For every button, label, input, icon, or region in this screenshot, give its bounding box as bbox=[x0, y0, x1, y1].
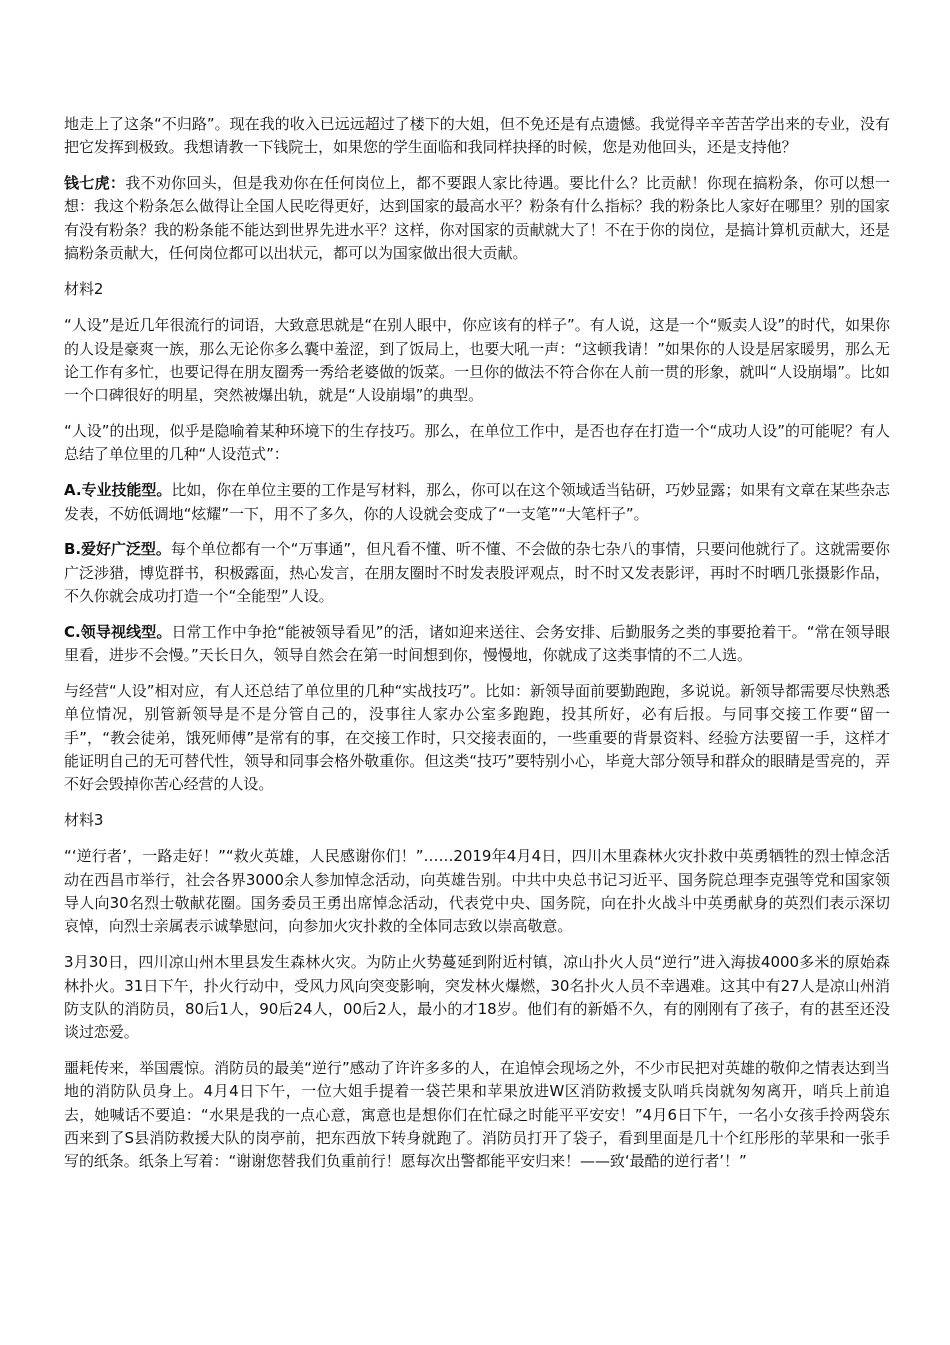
persona-type-a-title: A.专业技能型。 bbox=[64, 481, 172, 500]
question-paragraph: 地走上了这条“不归路”。现在我的收入已远远超过了楼下的大姐，但不免还是有点遗憾。我觉得辛辛苦苦学出来的专业，没有把它发挥到极致。我想请教一下钱院士，如果您的学生面临和我同样抉择的时候，您是劝他回头，还是支持他？ bbox=[64, 115, 890, 157]
material-2-label: 材料2 bbox=[64, 279, 104, 298]
persona-type-c bbox=[64, 621, 890, 668]
answer-text: 我不劝你回头，但是我劝你在任何岗位上，都不要跟人家比待遇。要比什么？比贡献！你现在搞粉条，你可以想一想：我这个粉条怎么做得让全国人民吃得更好，达到国家的最高水平？粉条有什么指标？我的粉条比人家好在哪里？别的国家有没有粉条？我的粉条能不能达到世界先进水平？这样，你对国家的贡献就大了！不在于你的岗位，是搞计算机贡献大，还是搞粉条贡献大，任何岗位都可以出状元，都可以为国家做出很大贡献。 bbox=[64, 174, 890, 263]
answer-paragraph bbox=[64, 172, 890, 265]
persona-type-c-title: C.领导视线型。 bbox=[64, 622, 172, 641]
material-2-paragraph-2: “人设”的出现，似乎是隐喻着某种环境下的生存技巧。那么，在单位工作中，是否也存在打造一个“成功人设”的可能呢？有人总结了单位里的几种“人设范式”： bbox=[64, 422, 890, 464]
persona-type-a-text: 比如，你在单位主要的工作是写材料，那么，你可以在这个领域适当钻研，巧妙显露；如果有文章在某些杂志发表，不妨低调地“炫耀”一下，用不了多久，你的人设就会变成了“一支笔”“大笔杆子”。 bbox=[64, 481, 890, 523]
persona-type-c-text: 日常工作中争抢“能被领导看见”的活，诸如迎来送往、会务安排、后勤服务之类的事要抢着干。“常在领导眼里看，进步不会慢。”天长日久，领导自然会在第一时间想到你，慢慢地，你就成了这类事情的不二人选。 bbox=[64, 622, 890, 665]
persona-type-b bbox=[64, 538, 890, 608]
material-3-paragraph-3: 噩耗传来，举国震惊。消防员的最美“逆行”感动了许许多多的人，在追悼会现场之外，不少市民把对英雄的敬仰之情表达到当地的消防队员身上。4月4日下午，一位大姐手提着一袋芒果和苹果放进W区消防救援支队哨兵岗就匆匆离开，哨兵上前追去，她喊话不要追：“水果是我的一点心意，寓意也是想你们在忙碌之时能平平安安！”4月6日下午，一名小女孩手拎两袋东西来到了S县消防救援大队的岗亭前，把东西放下转身就跑了。消防员打开了袋子，看到里面是几十个红彤彤的苹果和一张手写的纸条。纸条上写着：“谢谢您替我们负重前行！愿每次出警都能平安归来！——致‘最酷的逆行者’！” bbox=[64, 1059, 890, 1171]
material-3-label: 材料3 bbox=[64, 811, 104, 830]
speaker-name: 钱七虎： bbox=[64, 174, 126, 193]
material-3-paragraph-2: 3月30日，四川凉山州木里县发生森林火灾。为防止火势蔓延到附近村镇，凉山扑火人员“逆行”进入海拔4000多米的原始森林扑火。31日下午，扑火行动中，受风力风向突变影响，突发林火爆燃，30名扑火人员不幸遇难。这其中有27人是凉山州消防支队的消防员，80后1人，90后24人，00后2人，最小的才18岁。他们有的新婚不久，有的刚刚有了孩子，有的甚至还没谈过恋爱。 bbox=[64, 953, 890, 1042]
document-page bbox=[64, 113, 890, 1186]
material-2-paragraph-3: 与经营“人设”相对应，有人还总结了单位里的几种“实战技巧”。比如：新领导面前要勤跑跑，多说说。新领导都需要尽快熟悉单位情况，别管新领导是不是分管自己的，没事往人家办公室多跑跑，投其所好，必有后报。与同事交接工作要“留一手”，“教会徒弟，饿死师傅”是常有的事，在交接工作时，只交接表面的，一些重要的背景资料、经验方法要留一手，这样才能证明自己的无可替代性，领导和同事会格外敬重你。但这类“技巧”要特别小心，毕竟大部分领导和群众的眼睛是雪亮的，弄不好会毁掉你苦心经营的人设。 bbox=[64, 682, 890, 794]
persona-type-a bbox=[64, 479, 890, 526]
material-2-paragraph-1: “人设”是近几年很流行的词语，大致意思就是“在别人眼中，你应该有的样子”。有人说，这是一个“贩卖人设”的时代，如果你的人设是豪爽一族，那么无论你多么囊中羞涩，到了饭局上，也要大吼一声：“这顿我请！”如果你的人设是居家暖男，那么无论工作有多忙，也要记得在朋友圈秀一秀给老婆做的饭菜。一旦你的做法不符合你在人前一贯的形象，就叫“人设崩塌”。比如一个口碑很好的明星，突然被爆出轨，就是“人设崩塌”的典型。 bbox=[64, 316, 890, 405]
material-3-paragraph-1: “‘逆行者’，一路走好！”“救火英雄，人民感谢你们！”……2019年4月4日，四川木里森林火灾扑救中英勇牺牲的烈士悼念活动在西昌市举行，社会各界3000余人参加悼念活动，向英雄告别。中共中央总书记习近平、国务院总理李克强等党和国家领导人向30名烈士敬献花圈。国务委员王勇出席悼念活动，代表党中央、国务院，向在扑火战斗中英勇献身的英烈们表示深切哀悼，向烈士亲属表示诚挚慰问，向参加火灾扑救的全体同志致以崇高敬意。 bbox=[64, 847, 890, 936]
persona-type-b-text: 每个单位都有一个“万事通”，但凡看不懂、听不懂、不会做的杂七杂八的事情，只要问他就行了。这就需要你广泛涉猎，博览群书，积极露面，热心发言，在朋友圈时不时发表股评观点，时不时又发表影评，再时不时晒几张摄影作品，不久你就会成功打造一个“全能型”人设。 bbox=[64, 540, 890, 606]
persona-type-b-title: B.爱好广泛型。 bbox=[64, 540, 171, 559]
